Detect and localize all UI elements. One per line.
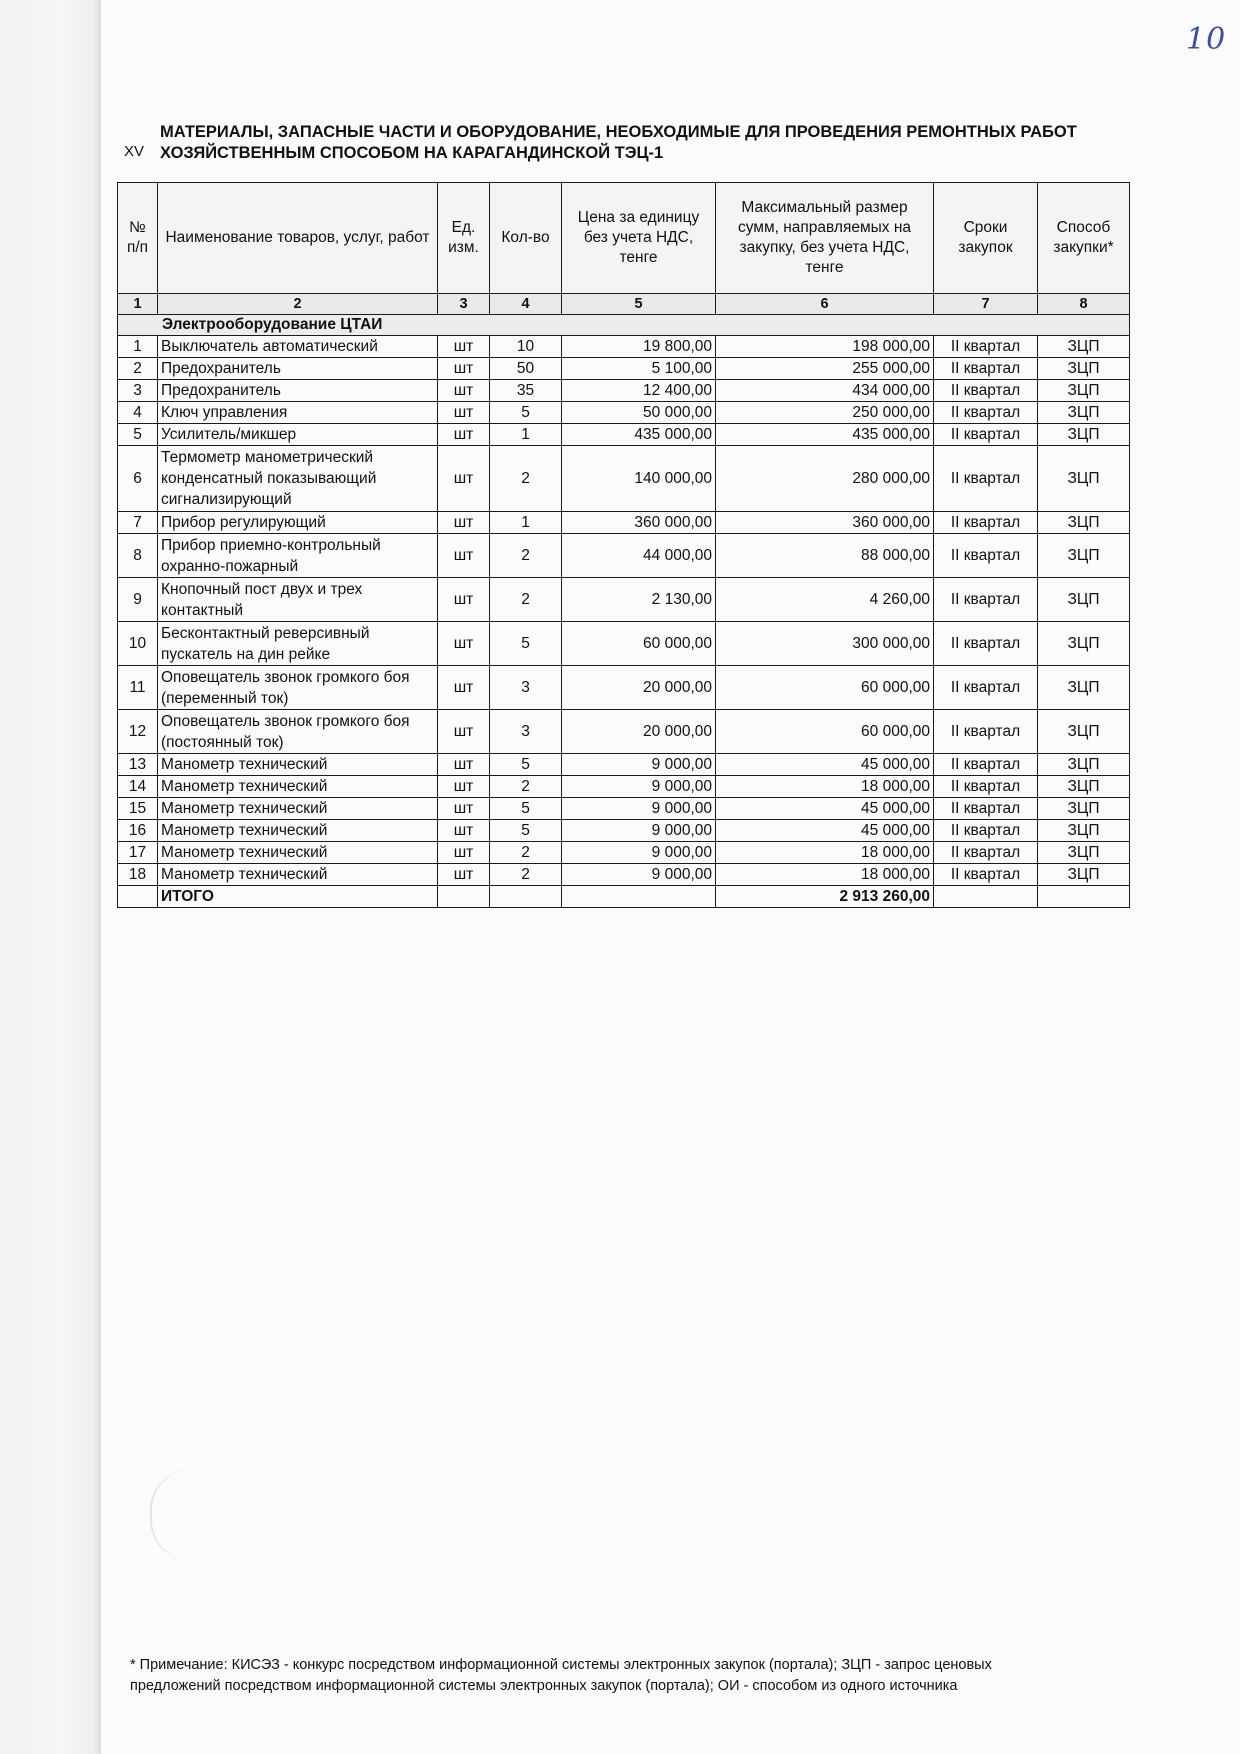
max-sum: 18 000,00: [716, 842, 934, 864]
unit: шт: [438, 358, 490, 380]
item-name: Манометр технический: [158, 842, 438, 864]
unit-price: 12 400,00: [562, 380, 716, 402]
item-name: Выключатель автоматический: [158, 336, 438, 358]
total-empty-cell: [438, 886, 490, 908]
unit-price: 9 000,00: [562, 776, 716, 798]
header-max-sum: Максимальный размер сумм, направляемых на закупку, без учета НДС, тенге: [716, 183, 934, 294]
max-sum: 88 000,00: [716, 534, 934, 578]
item-name: Кнопочный пост двух и трех контактный: [158, 578, 438, 622]
unit-price: 19 800,00: [562, 336, 716, 358]
purchase-method: ЗЦП: [1038, 402, 1130, 424]
table-row: [118, 358, 1130, 380]
purchase-term: II квартал: [934, 402, 1038, 424]
item-name: Бесконтактный реверсивный пускатель на дин рейке: [158, 622, 438, 666]
column-number: 7: [934, 294, 1038, 315]
footnote-line-1: * Примечание: КИСЭЗ - конкурс посредством информационной системы электронных закупок (портала); ЗЦП - запрос ценовых: [130, 1657, 992, 1673]
max-sum: 45 000,00: [716, 798, 934, 820]
purchase-term: II квартал: [934, 534, 1038, 578]
unit: шт: [438, 446, 490, 512]
purchase-method: ЗЦП: [1038, 336, 1130, 358]
quantity: 2: [490, 534, 562, 578]
table-row: [118, 710, 1130, 754]
total-empty-cell: [490, 886, 562, 908]
quantity: 2: [490, 842, 562, 864]
row-number: 10: [118, 622, 158, 666]
quantity: 35: [490, 380, 562, 402]
row-number: 1: [118, 336, 158, 358]
procurement-table: [117, 182, 1130, 908]
purchase-method: ЗЦП: [1038, 534, 1130, 578]
purchase-term: II квартал: [934, 424, 1038, 446]
total-row: [118, 886, 1130, 908]
unit: шт: [438, 798, 490, 820]
purchase-term: II квартал: [934, 512, 1038, 534]
column-number: 2: [158, 294, 438, 315]
quantity: 3: [490, 666, 562, 710]
max-sum: 45 000,00: [716, 754, 934, 776]
unit-price: 44 000,00: [562, 534, 716, 578]
column-number: 5: [562, 294, 716, 315]
unit: шт: [438, 336, 490, 358]
item-name: Предохранитель: [158, 358, 438, 380]
table-row: [118, 534, 1130, 578]
table-row: [118, 380, 1130, 402]
table-row: [118, 424, 1130, 446]
purchase-method: ЗЦП: [1038, 710, 1130, 754]
unit-price: 360 000,00: [562, 512, 716, 534]
item-name: Манометр технический: [158, 754, 438, 776]
item-name: Прибор регулирующий: [158, 512, 438, 534]
max-sum: 4 260,00: [716, 578, 934, 622]
unit: шт: [438, 424, 490, 446]
purchase-method: ЗЦП: [1038, 776, 1130, 798]
table-row: [118, 754, 1130, 776]
unit-price: 60 000,00: [562, 622, 716, 666]
quantity: 2: [490, 776, 562, 798]
purchase-method: ЗЦП: [1038, 512, 1130, 534]
max-sum: 434 000,00: [716, 380, 934, 402]
item-name: Манометр технический: [158, 798, 438, 820]
group-row: [118, 315, 1130, 336]
header-name: Наименование товаров, услуг, работ: [158, 183, 438, 294]
max-sum: 300 000,00: [716, 622, 934, 666]
unit: шт: [438, 534, 490, 578]
total-empty-cell: [934, 886, 1038, 908]
purchase-term: II квартал: [934, 798, 1038, 820]
header-number: № п/п: [118, 183, 158, 294]
item-name: Предохранитель: [158, 380, 438, 402]
row-number: 14: [118, 776, 158, 798]
unit: шт: [438, 864, 490, 886]
max-sum: 60 000,00: [716, 666, 934, 710]
column-numbers-row: [118, 294, 1130, 315]
unit: шт: [438, 512, 490, 534]
unit-price: 9 000,00: [562, 754, 716, 776]
table-row: [118, 776, 1130, 798]
unit-price: 9 000,00: [562, 798, 716, 820]
max-sum: 360 000,00: [716, 512, 934, 534]
purchase-method: ЗЦП: [1038, 842, 1130, 864]
quantity: 2: [490, 446, 562, 512]
purchase-term: II квартал: [934, 776, 1038, 798]
item-name: Ключ управления: [158, 402, 438, 424]
purchase-term: II квартал: [934, 842, 1038, 864]
unit-price: 5 100,00: [562, 358, 716, 380]
max-sum: 198 000,00: [716, 336, 934, 358]
table-row: [118, 512, 1130, 534]
unit: шт: [438, 578, 490, 622]
table-header-row: [118, 183, 1130, 294]
row-number: 6: [118, 446, 158, 512]
item-name: Термометр манометрический конденсатный показывающий сигнализирующий: [158, 446, 438, 512]
max-sum: 45 000,00: [716, 820, 934, 842]
handwritten-page-number: 10: [1186, 22, 1227, 57]
total-empty-cell: [1038, 886, 1130, 908]
unit-price: 50 000,00: [562, 402, 716, 424]
faint-signature-mark: [150, 1470, 212, 1560]
purchase-method: ЗЦП: [1038, 754, 1130, 776]
row-number: 12: [118, 710, 158, 754]
header-unit: Ед. изм.: [438, 183, 490, 294]
max-sum: 18 000,00: [716, 776, 934, 798]
purchase-term: II квартал: [934, 336, 1038, 358]
row-number: 11: [118, 666, 158, 710]
quantity: 5: [490, 754, 562, 776]
unit: шт: [438, 402, 490, 424]
purchase-method: ЗЦП: [1038, 864, 1130, 886]
section-title: [160, 122, 1120, 164]
row-number: 16: [118, 820, 158, 842]
row-number: 2: [118, 358, 158, 380]
purchase-term: II квартал: [934, 380, 1038, 402]
item-name: Оповещатель звонок громкого боя (постоянный ток): [158, 710, 438, 754]
quantity: 5: [490, 402, 562, 424]
item-name: Манометр технический: [158, 864, 438, 886]
quantity: 5: [490, 798, 562, 820]
quantity: 5: [490, 622, 562, 666]
unit-price: 435 000,00: [562, 424, 716, 446]
row-number: 9: [118, 578, 158, 622]
purchase-method: ЗЦП: [1038, 446, 1130, 512]
purchase-term: II квартал: [934, 754, 1038, 776]
row-number: 5: [118, 424, 158, 446]
unit-price: 140 000,00: [562, 446, 716, 512]
table-row: [118, 402, 1130, 424]
row-number: 18: [118, 864, 158, 886]
purchase-term: II квартал: [934, 666, 1038, 710]
row-number: 13: [118, 754, 158, 776]
quantity: 2: [490, 578, 562, 622]
unit: шт: [438, 820, 490, 842]
table-row: [118, 666, 1130, 710]
purchase-method: ЗЦП: [1038, 358, 1130, 380]
item-name: Оповещатель звонок громкого боя (переменный ток): [158, 666, 438, 710]
quantity: 3: [490, 710, 562, 754]
unit-price: 20 000,00: [562, 666, 716, 710]
quantity: 2: [490, 864, 562, 886]
purchase-term: II квартал: [934, 864, 1038, 886]
max-sum: 255 000,00: [716, 358, 934, 380]
column-number: 8: [1038, 294, 1130, 315]
purchase-term: II квартал: [934, 820, 1038, 842]
item-name: Манометр технический: [158, 820, 438, 842]
max-sum: 280 000,00: [716, 446, 934, 512]
table-row: [118, 336, 1130, 358]
quantity: 1: [490, 424, 562, 446]
total-label: ИТОГО: [158, 886, 438, 908]
unit: шт: [438, 754, 490, 776]
purchase-term: II квартал: [934, 446, 1038, 512]
column-number: 6: [716, 294, 934, 315]
header-method: Способ закупки*: [1038, 183, 1130, 294]
purchase-method: ЗЦП: [1038, 424, 1130, 446]
table-row: [118, 798, 1130, 820]
total-empty-cell: [562, 886, 716, 908]
unit-price: 9 000,00: [562, 842, 716, 864]
purchase-method: ЗЦП: [1038, 380, 1130, 402]
purchase-method: ЗЦП: [1038, 666, 1130, 710]
total-empty-cell: [118, 886, 158, 908]
header-quantity: Кол-во: [490, 183, 562, 294]
max-sum: 435 000,00: [716, 424, 934, 446]
footnote: [130, 1655, 1130, 1697]
total-sum: 2 913 260,00: [716, 886, 934, 908]
purchase-term: II квартал: [934, 578, 1038, 622]
quantity: 1: [490, 512, 562, 534]
purchase-method: ЗЦП: [1038, 820, 1130, 842]
table-row: [118, 842, 1130, 864]
unit-price: 9 000,00: [562, 820, 716, 842]
table-row: [118, 622, 1130, 666]
purchase-method: ЗЦП: [1038, 622, 1130, 666]
group-title: Электрооборудование ЦТАИ: [118, 315, 1130, 336]
quantity: 5: [490, 820, 562, 842]
quantity: 50: [490, 358, 562, 380]
unit: шт: [438, 776, 490, 798]
row-number: 4: [118, 402, 158, 424]
section-title-line-1: МАТЕРИАЛЫ, ЗАПАСНЫЕ ЧАСТИ И ОБОРУДОВАНИЕ, НЕОБХОДИМЫЕ ДЛЯ ПРОВЕДЕНИЯ РЕМОНТНЫХ РАБОТ: [160, 123, 1077, 141]
max-sum: 250 000,00: [716, 402, 934, 424]
max-sum: 60 000,00: [716, 710, 934, 754]
section-title-line-2: ХОЗЯЙСТВЕННЫМ СПОСОБОМ НА КАРАГАНДИНСКОЙ ТЭЦ-1: [160, 144, 664, 162]
row-number: 8: [118, 534, 158, 578]
unit-price: 20 000,00: [562, 710, 716, 754]
unit-price: 2 130,00: [562, 578, 716, 622]
item-name: Прибор приемно-контрольный охранно-пожарный: [158, 534, 438, 578]
item-name: Усилитель/микшер: [158, 424, 438, 446]
footnote-line-2: предложений посредством информационной системы электронных закупок (портала); ОИ - способом из одного источника: [130, 1678, 958, 1694]
table-row: [118, 820, 1130, 842]
quantity: 10: [490, 336, 562, 358]
column-number: 1: [118, 294, 158, 315]
section-number: XV: [124, 143, 145, 160]
unit: шт: [438, 622, 490, 666]
unit: шт: [438, 380, 490, 402]
purchase-term: II квартал: [934, 622, 1038, 666]
row-number: 15: [118, 798, 158, 820]
table-row: [118, 578, 1130, 622]
table-row: [118, 864, 1130, 886]
column-number: 4: [490, 294, 562, 315]
row-number: 3: [118, 380, 158, 402]
purchase-method: ЗЦП: [1038, 578, 1130, 622]
unit: шт: [438, 666, 490, 710]
header-terms: Сроки закупок: [934, 183, 1038, 294]
unit: шт: [438, 842, 490, 864]
unit-price: 9 000,00: [562, 864, 716, 886]
purchase-method: ЗЦП: [1038, 798, 1130, 820]
row-number: 7: [118, 512, 158, 534]
max-sum: 18 000,00: [716, 864, 934, 886]
table-row: [118, 446, 1130, 512]
row-number: 17: [118, 842, 158, 864]
header-unit-price: Цена за единицу без учета НДС, тенге: [562, 183, 716, 294]
binding-margin: [0, 0, 100, 1754]
unit: шт: [438, 710, 490, 754]
purchase-term: II квартал: [934, 710, 1038, 754]
item-name: Манометр технический: [158, 776, 438, 798]
purchase-term: II квартал: [934, 358, 1038, 380]
column-number: 3: [438, 294, 490, 315]
